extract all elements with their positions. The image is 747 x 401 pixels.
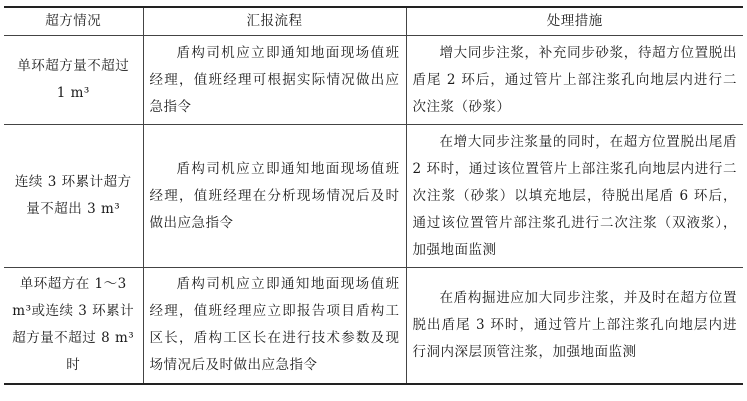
overbreak-handling-table (4, 6, 743, 385)
cell-measures: 在盾构掘进应加大同步注浆，并及时在超方位置脱出盾尾 3 环时，通过管片上部注浆孔向地层内进行洞内深层顶管注浆，加强地面监测 (406, 268, 743, 384)
cell-report-process: 盾构司机应立即通知地面现场值班经理，值班经理在分析现场情况后及时做出应急指令 (143, 125, 406, 268)
header-condition: 超方情况 (4, 7, 143, 36)
cell-report-process: 盾构司机应立即通知地面现场值班经理，值班经理可根据实际情况做出应急指令 (143, 36, 406, 125)
cell-measures: 在增大同步注浆量的同时，在超方位置脱出尾盾 2 环时，通过该位置管片上部注浆孔向地层内进行二次注浆（砂浆）以填充地层，待脱出尾盾 6 环后，通过该位置管片部注浆孔进行二次注浆（双液浆），加强地面监测 (406, 125, 743, 268)
cell-condition: 单环超方量不超过 1 m³ (4, 36, 143, 125)
cell-measures: 增大同步注浆，补充同步砂浆，待超方位置脱出盾尾 2 环后，通过管片上部注浆孔向地层内进行二次注浆（砂浆） (406, 36, 743, 125)
header-report-process: 汇报流程 (143, 7, 406, 36)
table-header-row (4, 7, 743, 36)
cell-condition: 单环超方在 1～3 m³或连续 3 环累计超方量不超过 8 m³时 (4, 268, 143, 384)
header-measures: 处理措施 (406, 7, 743, 36)
table-row (4, 36, 743, 125)
cell-condition: 连续 3 环累计超方量不超出 3 m³ (4, 125, 143, 268)
cell-report-process: 盾构司机应立即通知地面现场值班经理，值班经理应立即报告项目盾构工区长，盾构工区长在进行技术参数及现场情况后及时做出应急指令 (143, 268, 406, 384)
table-row (4, 268, 743, 384)
table-row (4, 125, 743, 268)
